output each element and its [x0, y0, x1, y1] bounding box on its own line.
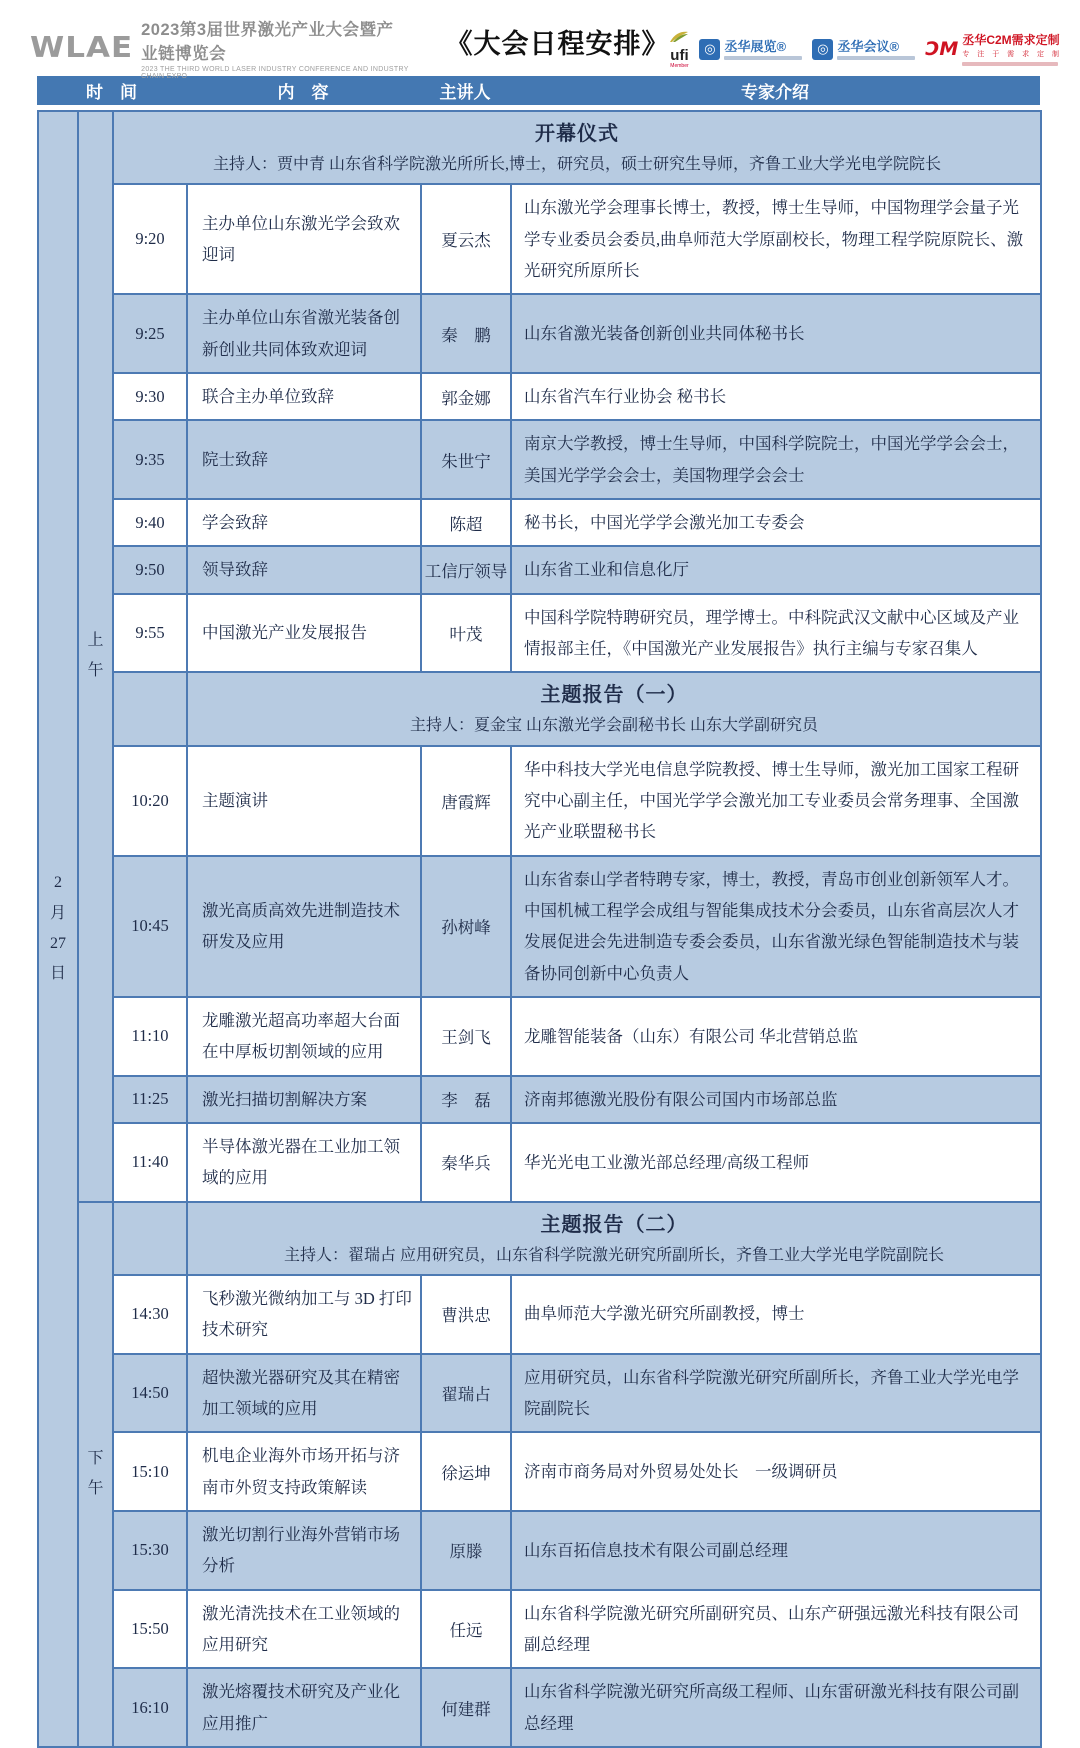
time-cell: 14:50 [113, 1354, 187, 1433]
time-cell: 16:10 [113, 1668, 187, 1747]
talk-row [38, 1076, 1041, 1123]
zhenghua-exhibition-label: 丞华展览® [724, 38, 787, 54]
content-cell: 主办单位山东激光学会致欢迎词 [187, 184, 421, 294]
speaker-cell: 任远 [421, 1590, 511, 1669]
section-row [38, 111, 1041, 184]
ufi-logo [669, 30, 689, 69]
speaker-cell: 孙树峰 [421, 856, 511, 997]
expo-title-en: 2023 THE THIRD WORLD LASER INDUSTRY CONFERENCE AND INDUSTRY CHAIN EXPO [141, 66, 409, 80]
time-cell: 9:35 [113, 420, 187, 499]
section-title: 主题报告（一） [540, 684, 688, 707]
c2m-slogan: 专 注 于 需 求 定 制 [962, 50, 1062, 58]
talk-row [38, 546, 1041, 593]
time-cell: 14:30 [113, 1275, 187, 1354]
speaker-cell: 叶茂 [421, 594, 511, 673]
content-cell: 激光清洗技术在工业领域的应用研究 [187, 1590, 421, 1669]
period-cell: 下 午 [78, 1202, 113, 1747]
talk-row [38, 1590, 1041, 1669]
talk-row [38, 746, 1041, 856]
column-header-expert: 专家介绍 [741, 83, 809, 102]
content-cell: 联合主办单位致辞 [187, 373, 421, 420]
talk-row [38, 1432, 1041, 1511]
talk-row [38, 594, 1041, 673]
intro-cell: 济南邦德激光股份有限公司国内市场部总监 [511, 1076, 1041, 1123]
talk-row [38, 420, 1041, 499]
c2m-label: 丞华C2M需求定制 [962, 32, 1060, 47]
intro-cell: 山东省激光装备创新创业共同体秘书长 [511, 294, 1041, 373]
time-cell: 9:55 [113, 594, 187, 673]
speaker-cell: 李 磊 [421, 1076, 511, 1123]
schedule-body [38, 111, 1041, 1747]
intro-cell: 中国科学院特聘研究员，理学博士。中科院武汉文献中心区域及产业情报部主任，《中国激光产业发展报告》执行主编与专家召集人 [511, 594, 1041, 673]
empty-time-cell [113, 672, 187, 745]
section-host: 主持人：夏金宝 山东激光学会副秘书长 山东大学副研究员 [410, 717, 819, 735]
talk-row [38, 997, 1041, 1076]
content-cell: 半导体激光器在工业加工领域的应用 [187, 1123, 421, 1202]
zhenghua-conference-label: 丞华会议® [837, 38, 900, 54]
table-column-headers [37, 76, 1040, 105]
section-cell [187, 672, 1041, 745]
content-cell: 激光切割行业海外营销市场分析 [187, 1511, 421, 1590]
section-row [38, 1202, 1041, 1275]
ufi-label: ufi [670, 47, 689, 64]
zhenghua-exhibition-logo [699, 39, 802, 60]
time-cell: 9:30 [113, 373, 187, 420]
intro-cell: 南京大学教授，博士生导师，中国科学院院士，中国光学学会会士，美国光学学会会士，美国物理学会会士 [511, 420, 1041, 499]
page-title: 《大会日程安排》 [445, 29, 670, 59]
talk-row [38, 856, 1041, 997]
speaker-cell: 王剑飞 [421, 997, 511, 1076]
content-cell: 激光熔覆技术研究及产业化应用推广 [187, 1668, 421, 1747]
zhenghua-conference-logo [812, 39, 915, 60]
logo-fine-print [837, 56, 915, 60]
section-host: 主持人：翟瑞占 应用研究员，山东省科学院激光研究所副所长，齐鲁工业大学光电学院副院长 [284, 1246, 945, 1264]
time-cell: 11:10 [113, 997, 187, 1076]
intro-cell: 华中科技大学光电信息学院教授、博士生导师，激光加工国家工程研究中心副主任，中国光学学会激光加工专业委员会常务理事、全国激光产业联盟秘书长 [511, 746, 1041, 856]
time-cell: 11:40 [113, 1123, 187, 1202]
content-cell: 激光高质高效先进制造技术研发及应用 [187, 856, 421, 997]
content-cell: 主办单位山东省激光装备创新创业共同体致欢迎词 [187, 294, 421, 373]
section-cell [113, 111, 1041, 184]
intro-cell: 曲阜师范大学激光研究所副教授，博士 [511, 1275, 1041, 1354]
intro-cell: 济南市商务局对外贸易处处长 一级调研员 [511, 1432, 1041, 1511]
talk-row [38, 1668, 1041, 1747]
content-cell: 院士致辞 [187, 420, 421, 499]
speaker-cell: 秦华兵 [421, 1123, 511, 1202]
zhenghua-c2m-logo [925, 34, 1062, 66]
section-title: 开幕仪式 [535, 123, 619, 145]
logo-fine-print [962, 62, 1058, 66]
time-cell: 9:50 [113, 546, 187, 593]
speaker-cell: 何建群 [421, 1668, 511, 1747]
talk-row [38, 1123, 1041, 1202]
logo-fine-print [724, 56, 802, 60]
intro-cell: 秘书长，中国光学学会激光加工专委会 [511, 499, 1041, 546]
intro-cell: 山东省泰山学者特聘专家，博士，教授，青岛市创业创新领军人才。中国机械工程学会成组与智能集成技术分会委员，山东省高层次人才发展促进会先进制造专委会委员，山东省激光绿色智能制造技术与装备协同创新中心负责人 [511, 856, 1041, 997]
section-row [38, 672, 1041, 745]
section-title: 主题报告（二） [540, 1213, 688, 1236]
date-cell: 2 月 27 日 [38, 111, 78, 1747]
column-header-speaker: 主讲人 [439, 83, 491, 102]
ufi-member-label: Member [670, 63, 689, 69]
empty-time-cell [113, 1202, 187, 1275]
section-host: 主持人：贾中青 山东省科学院激光所所长,博士，研究员，硕士研究生导师，齐鲁工业大学光电学院院长 [213, 156, 942, 173]
talk-row [38, 1275, 1041, 1354]
content-cell: 激光扫描切割解决方案 [187, 1076, 421, 1123]
talk-row [38, 1511, 1041, 1590]
speaker-cell: 夏云杰 [421, 184, 511, 294]
speaker-cell: 陈超 [421, 499, 511, 546]
zhenghua-swirl-icon: ◎ [699, 39, 720, 60]
speaker-cell: 工信厅领导 [421, 546, 511, 593]
intro-cell: 龙雕智能装备（山东）有限公司 华北营销总监 [511, 997, 1041, 1076]
intro-cell: 山东省科学院激光研究所副研究员、山东产研强远激光科技有限公司副总经理 [511, 1590, 1041, 1669]
time-cell: 11:25 [113, 1076, 187, 1123]
page-header [0, 0, 1080, 80]
content-cell: 学会致辞 [187, 499, 421, 546]
ufi-wing-icon [669, 31, 689, 43]
content-cell: 超快激光器研究及其在精密加工领域的应用 [187, 1354, 421, 1433]
talk-row [38, 499, 1041, 546]
zhenghua-swirl-icon: ◎ [812, 39, 833, 60]
section-cell [187, 1202, 1041, 1275]
column-header-content: 内 容 [277, 83, 329, 102]
time-cell: 9:25 [113, 294, 187, 373]
period-cell: 上 午 [78, 111, 113, 1202]
content-cell: 机电企业海外市场开拓与济南市外贸支持政策解读 [187, 1432, 421, 1511]
speaker-cell: 朱世宁 [421, 420, 511, 499]
time-cell: 15:50 [113, 1590, 187, 1669]
content-cell: 中国激光产业发展报告 [187, 594, 421, 673]
speaker-cell: 曹洪忠 [421, 1275, 511, 1354]
intro-cell: 山东省科学院激光研究所高级工程师、山东雷研激光科技有限公司副总经理 [511, 1668, 1041, 1747]
intro-cell: 山东省汽车行业协会 秘书长 [511, 373, 1041, 420]
talk-row [38, 184, 1041, 294]
time-cell: 10:20 [113, 746, 187, 856]
speaker-cell: 唐霞辉 [421, 746, 511, 856]
wlae-logo: WLAE [30, 31, 134, 65]
expo-title-cn: 2023第3届世界激光产业大会暨产业链博览会 [141, 21, 394, 63]
talk-row [38, 294, 1041, 373]
content-cell: 主题演讲 [187, 746, 421, 856]
talk-row [38, 1354, 1041, 1433]
expo-logo [30, 16, 409, 80]
intro-cell: 应用研究员，山东省科学院激光研究所副所长，齐鲁工业大学光电学院副院长 [511, 1354, 1041, 1433]
talk-row [38, 373, 1041, 420]
column-header-time: 时 间 [86, 83, 137, 102]
time-cell: 9:40 [113, 499, 187, 546]
partner-logos [669, 30, 1062, 69]
c2m-mark-icon: ƆM [925, 38, 959, 60]
intro-cell: 山东省工业和信息化厅 [511, 546, 1041, 593]
time-cell: 10:45 [113, 856, 187, 997]
speaker-cell: 徐运坤 [421, 1432, 511, 1511]
content-cell: 飞秒激光微纳加工与 3D 打印技术研究 [187, 1275, 421, 1354]
speaker-cell: 原滕 [421, 1511, 511, 1590]
schedule-table [37, 110, 1042, 1748]
content-cell: 领导致辞 [187, 546, 421, 593]
time-cell: 15:10 [113, 1432, 187, 1511]
intro-cell: 山东百拓信息技术有限公司副总经理 [511, 1511, 1041, 1590]
speaker-cell: 郭金娜 [421, 373, 511, 420]
intro-cell: 华光光电工业激光部总经理/高级工程师 [511, 1123, 1041, 1202]
speaker-cell: 翟瑞占 [421, 1354, 511, 1433]
speaker-cell: 秦 鹏 [421, 294, 511, 373]
content-cell: 龙雕激光超高功率超大台面在中厚板切割领域的应用 [187, 997, 421, 1076]
intro-cell: 山东激光学会理事长博士，教授，博士生导师，中国物理学会量子光学专业委员会委员,曲阜师范大学原副校长，物理工程学院原院长、激光研究所原所长 [511, 184, 1041, 294]
time-cell: 9:20 [113, 184, 187, 294]
time-cell: 15:30 [113, 1511, 187, 1590]
